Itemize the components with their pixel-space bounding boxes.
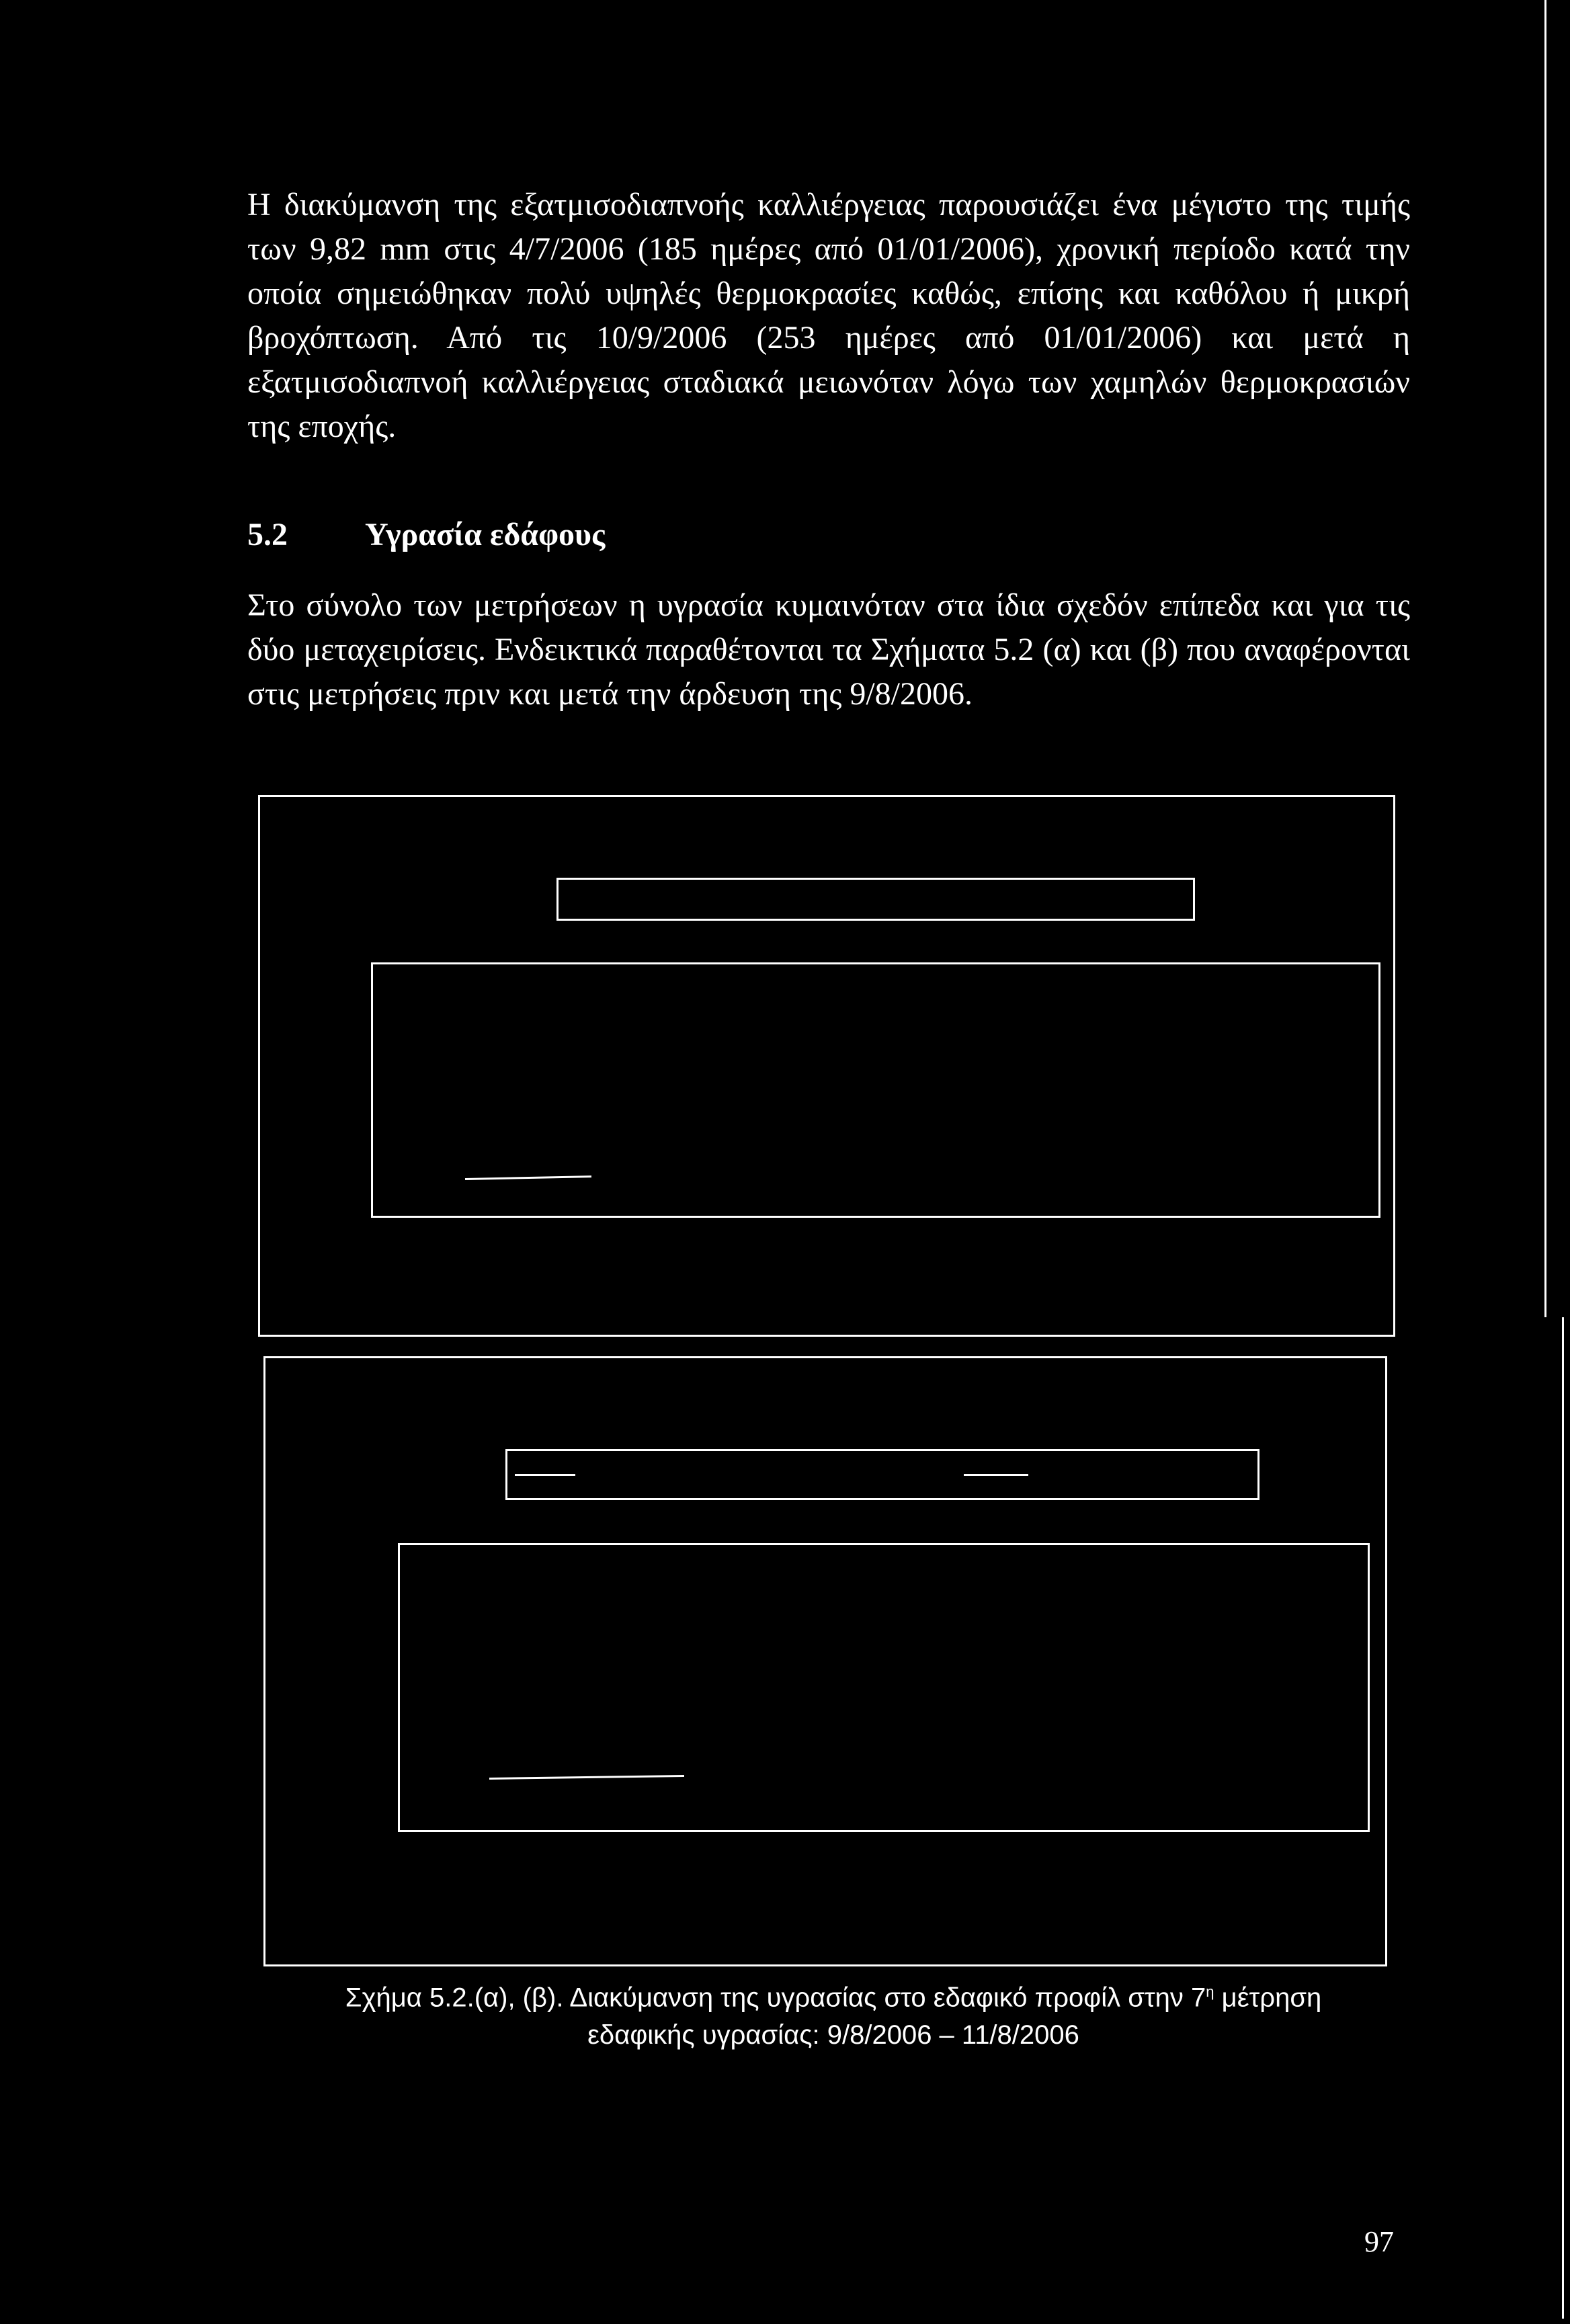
scan-edge-line-1 bbox=[1544, 0, 1546, 1317]
figure-caption bbox=[255, 1973, 1411, 2054]
caption-text-a: Σχήμα 5.2.(α), (β). Διακύμανση της υγρασίας στο εδαφικό προφίλ στην 7 bbox=[345, 1983, 1206, 2013]
caption-superscript: η bbox=[1206, 1983, 1214, 2000]
body-paragraph-1: Η διακύμανση της εξατμισοδιαπνοής καλλιέργειας παρουσιάζει ένα μέγιστο της τιμής των 9,82 mm στις 4/7/2006 (185 ημέρες από 01/01/2006), χρονική περίοδο κατά την οποία σημειώθηκαν πολύ υψηλές θερμοκρασίες καθώς, επίσης και καθόλου ή μικρή βροχόπτωση. Από τις 10/9/2006 (253 ημέρες από 01/01/2006) και μετά η εξατμισοδιαπνοή καλλιέργειας σταδιακά μειωνόταν λόγω των χαμηλών θερμοκρασιών της εποχής. bbox=[247, 187, 1410, 444]
figure-b-legend-marker-1 bbox=[515, 1474, 575, 1476]
caption-text-b: μέτρηση bbox=[1214, 1983, 1322, 2013]
figure-b-legend-marker-2 bbox=[964, 1474, 1028, 1476]
caption-line-1 bbox=[255, 1973, 1411, 2016]
figure-a-plot-area bbox=[371, 962, 1380, 1218]
figure-a-legend-box bbox=[556, 878, 1195, 921]
figure-b-legend-box bbox=[505, 1449, 1259, 1500]
caption-line-2: εδαφικής υγρασίας: 9/8/2006 – 11/8/2006 bbox=[587, 2020, 1079, 2050]
figure-b-plot-area bbox=[398, 1543, 1370, 1832]
section-number: 5.2 bbox=[247, 517, 288, 552]
body-paragraph-2: Στο σύνολο των μετρήσεων η υγρασία κυμαινόταν στα ίδια σχεδόν επίπεδα και για τις δύο μεταχειρίσεις. Ενδεικτικά παραθέτονται τα Σχήματα 5.2 (α) και (β) που αναφέρονται στις μετρήσεις πριν και μετά την άρδευση της 9/8/2006. bbox=[247, 587, 1410, 712]
page-number: 97 bbox=[1364, 2225, 1394, 2258]
section-title: Υγρασία εδάφους bbox=[365, 517, 606, 552]
section-heading bbox=[247, 516, 605, 553]
scan-edge-line-2 bbox=[1562, 1317, 1564, 2319]
